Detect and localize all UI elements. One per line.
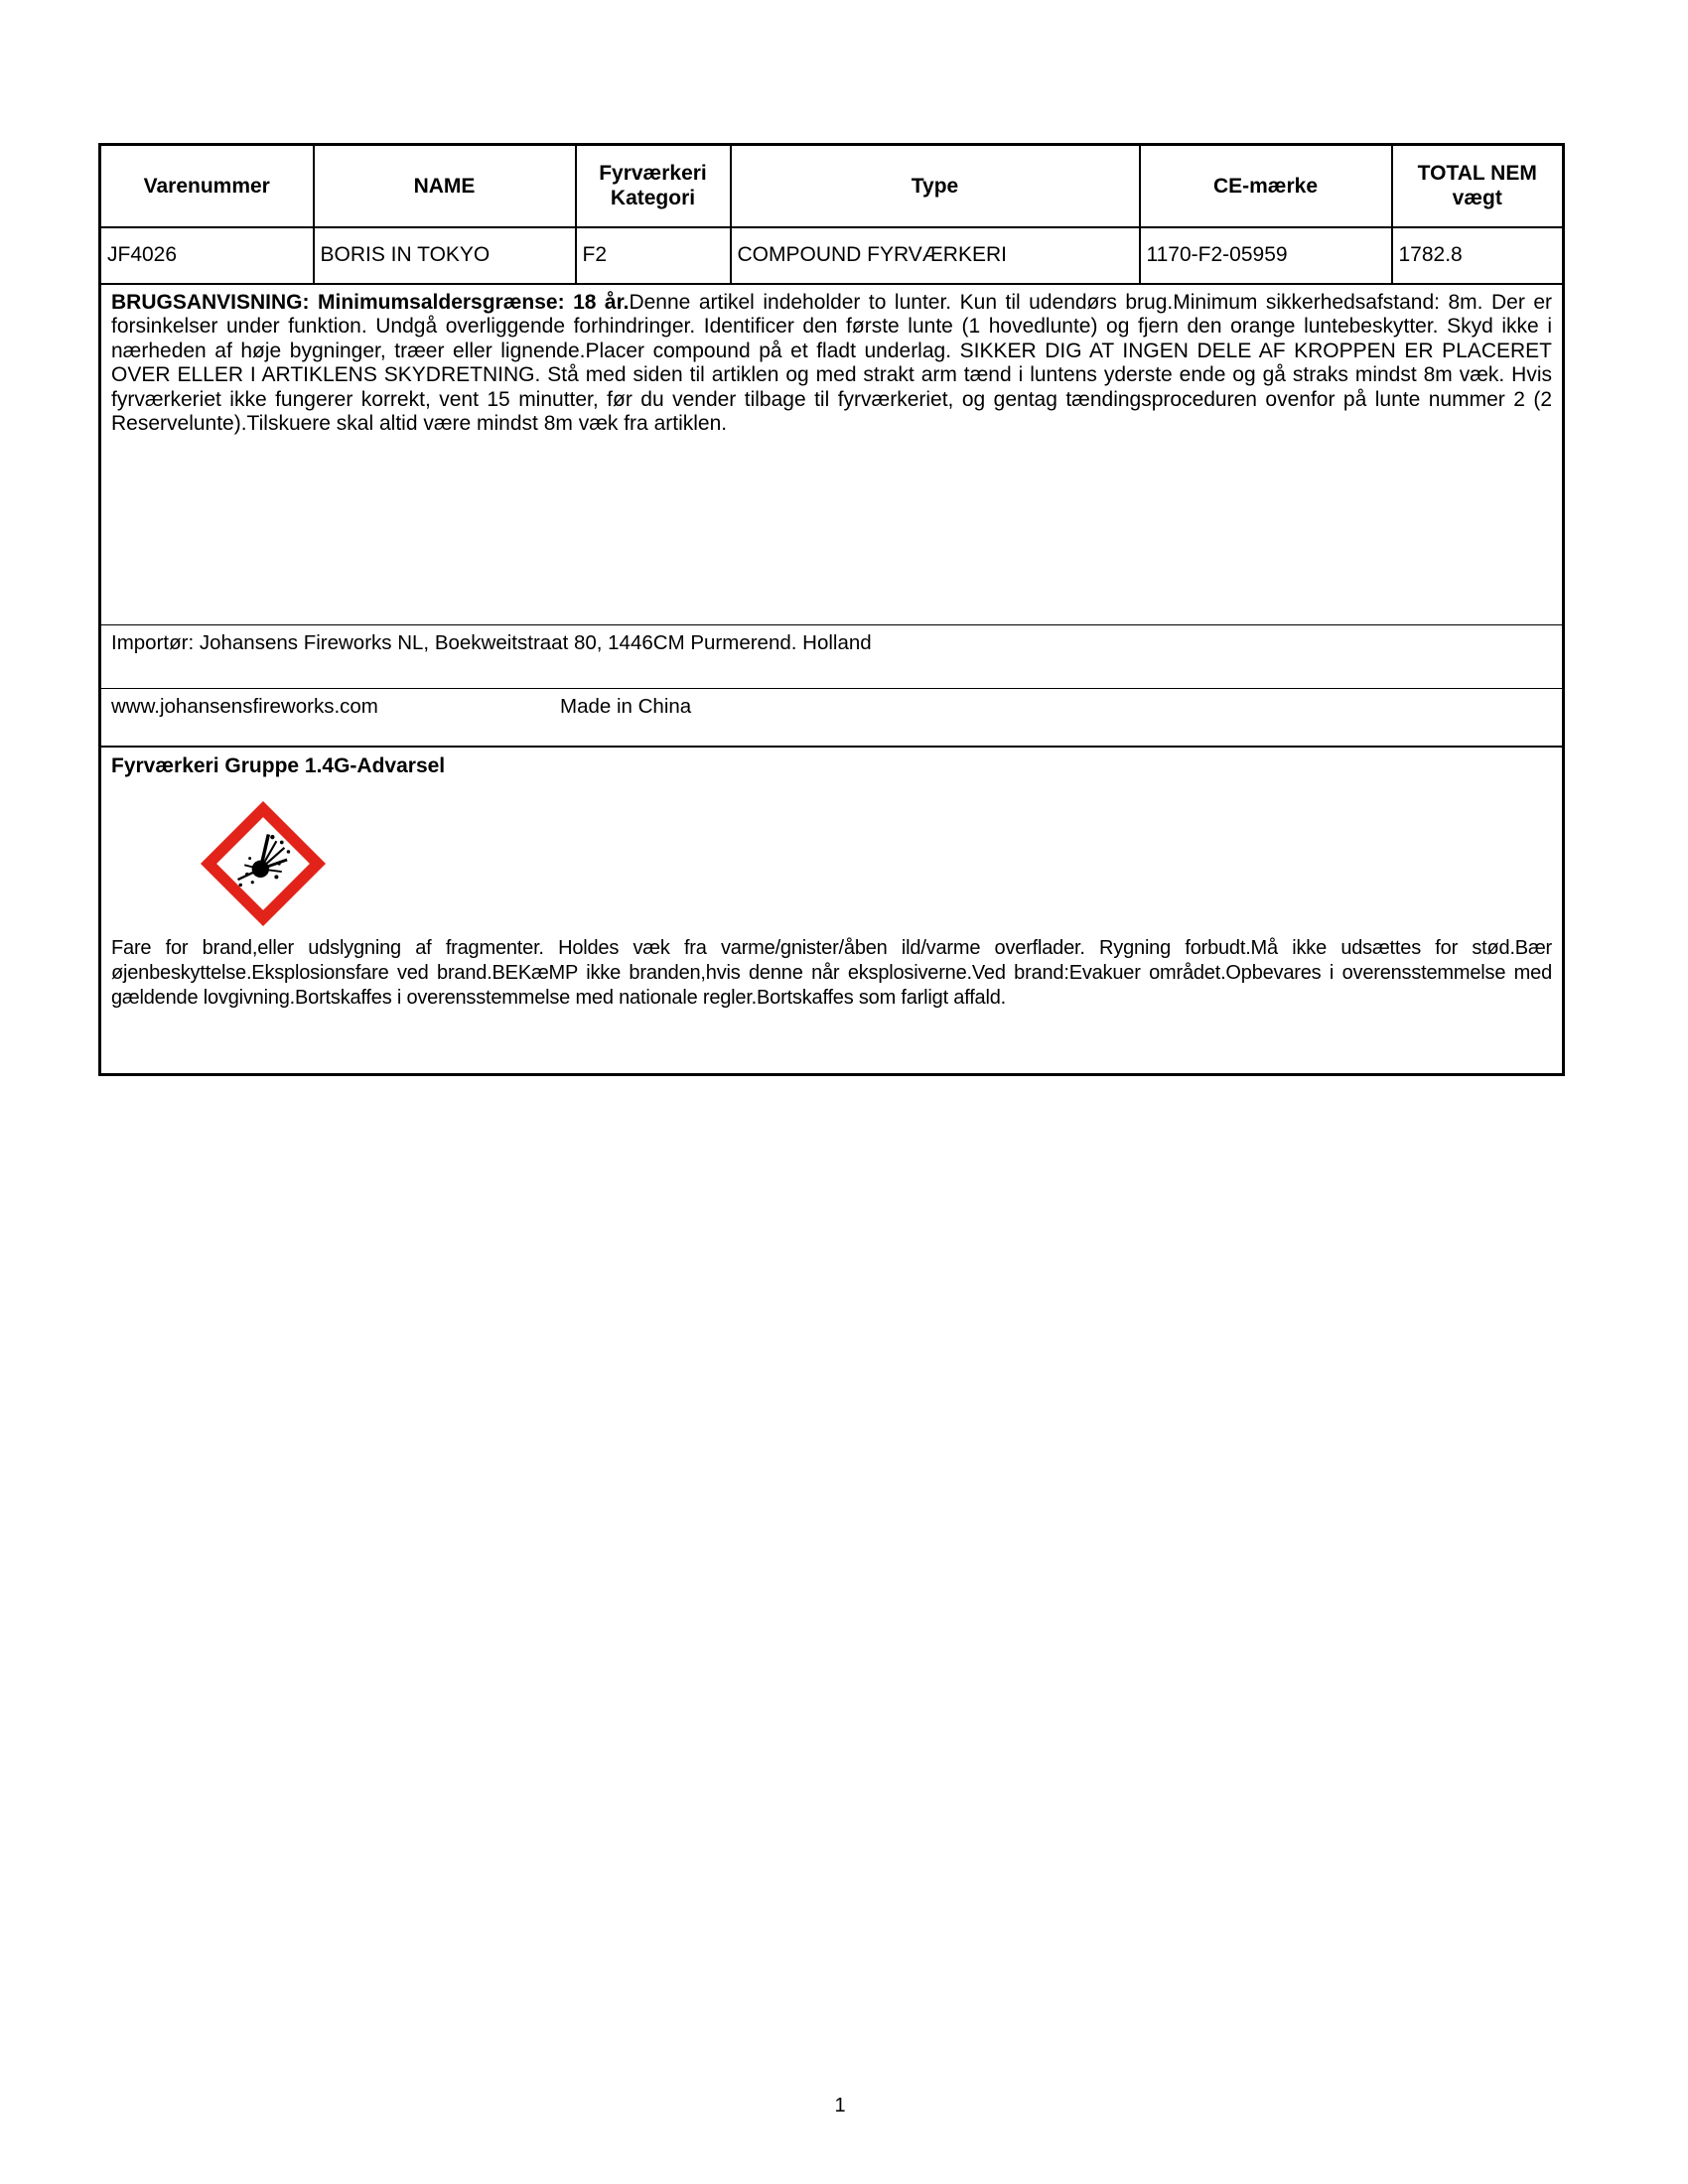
- website-text: www.johansensfireworks.com: [111, 695, 378, 718]
- header-name: NAME: [314, 145, 576, 227]
- importer-row: [100, 625, 1564, 689]
- header-ce-maerke: CE-mærke: [1140, 145, 1392, 227]
- cell-ce-maerke: 1170-F2-05959: [1140, 227, 1392, 284]
- warning-group-title: Fyrværkeri Gruppe 1.4G-Advarsel: [111, 753, 446, 777]
- cell-varenummer: JF4026: [100, 227, 314, 284]
- warning-row: [100, 747, 1564, 1075]
- header-total-nem-vaegt: TOTAL NEM vægt: [1392, 145, 1564, 227]
- ghs01-exploding-bomb-icon: [197, 797, 330, 930]
- hazard-statements: Fare for brand,eller udslygning af fragmenter. Holdes væk fra varme/gnister/åben ild/varme overflader. Rygning forbudt.Må ikke udsættes for stød.Bær øjenbeskyttelse.Eksplosionsfare ved brand.BEKæMP ikke branden,hvis denne når eksplosiverne.Ved brand:Evakuer området.Opbevares i overensstemmelse med gældende lovgivning.Bortskaffes i overensstemmelse med nationale regler.Bortskaffes som farligt affald.: [111, 936, 1552, 1009]
- product-info-table: [98, 143, 1565, 1076]
- page-number: 1: [834, 2095, 846, 2116]
- instructions-row: [100, 284, 1564, 625]
- header-kategori: Fyrværkeri Kategori: [576, 145, 731, 227]
- table-row: [100, 227, 1564, 284]
- instructions-cell: [100, 284, 1564, 625]
- header-varenummer: Varenummer: [100, 145, 314, 227]
- importer-cell: [100, 625, 1564, 689]
- header-type: Type: [731, 145, 1140, 227]
- cell-kategori: F2: [576, 227, 731, 284]
- instructions-paragraph: [111, 291, 1552, 438]
- cell-name: BORIS IN TOKYO: [314, 227, 576, 284]
- warning-cell: [100, 747, 1564, 1075]
- origin-row: [100, 689, 1564, 747]
- instructions-body: Denne artikel indeholder to lunter. Kun til udendørs brug.Minimum sikkerhedsafstand: 8m. Der er forsinkelser under funktion. Undgå overliggende forhindringer. Identificer den første lunte (1 hovedlunte) og fjern den orange luntebeskytter. Skyd ikke i nærheden af høje bygninger, træer eller lignende.Placer compound på et fladt underlag. SIKKER DIG AT INGEN DELE AF KROPPEN ER PLACERET OVER ELLER I ARTIKLENS SKYDRETNING. Stå med siden til artiklen og med strakt arm tænd i luntens yderste ende og gå straks mindst 8m væk. Hvis fyrværkeriet ikke fungerer korrekt, vent 15 minutter, før du vender tilbage til fyrværkeriet, og gentag tændingsproceduren ovenfor på lunte nummer 2 (2 Reservelunte).Tilskuere skal altid være mindst 8m væk fra artiklen.: [111, 290, 1552, 436]
- cell-total-nem-vaegt: 1782.8: [1392, 227, 1564, 284]
- cell-type: COMPOUND FYRVÆRKERI: [731, 227, 1140, 284]
- made-in-text: Made in China: [560, 695, 692, 718]
- origin-cell: [100, 689, 1564, 747]
- instructions-lead: BRUGSANVISNING: Minimumsaldersgrænse: 18 år.: [111, 290, 630, 314]
- table-header-row: [100, 145, 1564, 227]
- importer-text: Importør: Johansens Fireworks NL, Boekweitstraat 80, 1446CM Purmerend. Holland: [111, 631, 872, 654]
